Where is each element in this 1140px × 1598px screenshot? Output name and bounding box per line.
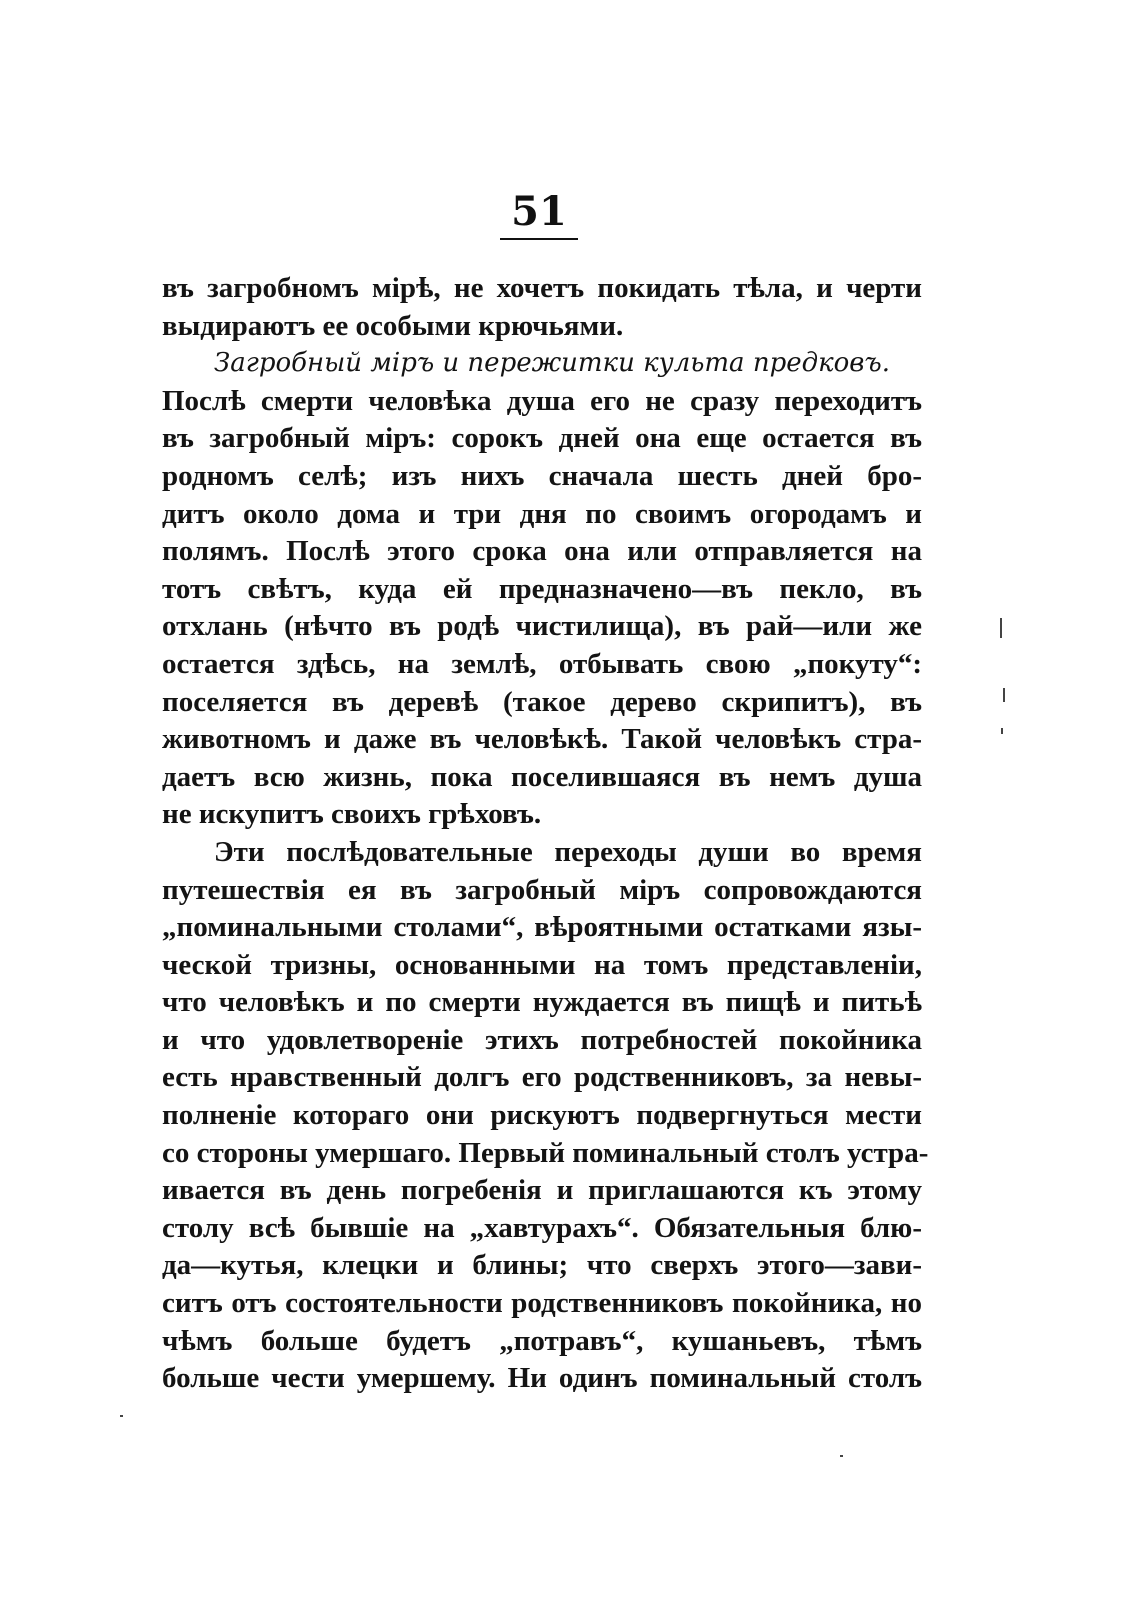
page-number-rule: [500, 238, 578, 240]
text-line: отхлань (нѣчто въ родѣ чистилища), въ рай—или же: [162, 610, 922, 643]
text-line: „поминальными столами“, вѣроятными остатками язы-: [162, 911, 922, 944]
text-line: да—кутья, клецки и блины; что сверхъ этого—зави-: [162, 1249, 922, 1282]
text-line: со стороны умершаго. Первый поминальный столъ устра-: [162, 1136, 929, 1169]
text-line: полненіе котораго они рискуютъ подвергнуться мести: [162, 1099, 922, 1132]
text-line: тотъ свѣтъ, куда ей предназначено—въ пекло, въ: [162, 572, 922, 605]
text-line: остается здѣсь, на землѣ, отбывать свою „покуту“:: [162, 647, 922, 680]
text-line: ческой тризны, основанными на томъ представленіи,: [162, 948, 922, 981]
section-heading: Загробный міръ и пережитки культа предковъ.: [214, 348, 890, 379]
text-line: животномъ и даже въ человѣкѣ. Такой человѣкъ стра-: [162, 723, 922, 756]
text-line: поселяется въ деревѣ (такое дерево скрипитъ), въ: [162, 685, 922, 718]
text-line: родномъ селѣ; изъ нихъ сначала шесть дней бро-: [162, 459, 922, 492]
scan-speck: [1001, 728, 1003, 734]
scan-speck: [840, 1455, 843, 1457]
text-line: въ загробный міръ: сорокъ дней она еще остается въ: [162, 422, 922, 455]
text-line: не искупитъ своихъ грѣховъ.: [162, 798, 542, 831]
text-line: столу всѣ бывшіе на „хавтурахъ“. Обязательныя блю-: [162, 1211, 922, 1244]
text-line: въ загробномъ мірѣ, не хочетъ покидать тѣла, и черти: [162, 272, 922, 304]
text-line: больше чести умершему. Ни одинъ поминальный столъ: [162, 1362, 922, 1395]
text-line: выдираютъ ее особыми крючьями.: [162, 309, 624, 342]
body-text: [162, 270, 929, 1398]
text-line: даетъ всю жизнь, пока поселившаяся въ немъ душа: [162, 760, 922, 793]
text-line: и что удовлетвореніе этихъ потребностей покойника: [162, 1023, 922, 1056]
scan-speck: [1000, 618, 1002, 638]
text-line: ситъ отъ состоятельности родственниковъ покойника, но: [162, 1287, 922, 1320]
scan-speck: [1003, 688, 1005, 702]
text-line: полямъ. Послѣ этого срока она или отправляется на: [162, 535, 922, 568]
text-line: есть нравственный долгъ его родственниковъ, за невы-: [162, 1061, 922, 1094]
text-line: чѣмъ больше будетъ „потравъ“, кушаньевъ, тѣмъ: [162, 1324, 922, 1357]
text-line: Послѣ смерти человѣка душа его не сразу переходитъ: [162, 384, 922, 417]
text-line: путешествія ея въ загробный міръ сопровождаются: [162, 873, 922, 906]
text-line: Эти послѣдовательные переходы души во время: [214, 835, 922, 868]
page-number: 51: [511, 188, 567, 235]
text-line: ивается въ день погребенія и приглашаются къ этому: [162, 1174, 922, 1207]
text-line: дитъ около дома и три дня по своимъ огородамъ и: [162, 497, 922, 530]
text-line: что человѣкъ и по смерти нуждается въ пищѣ и питьѣ: [162, 986, 922, 1019]
scan-speck: [120, 1415, 123, 1417]
